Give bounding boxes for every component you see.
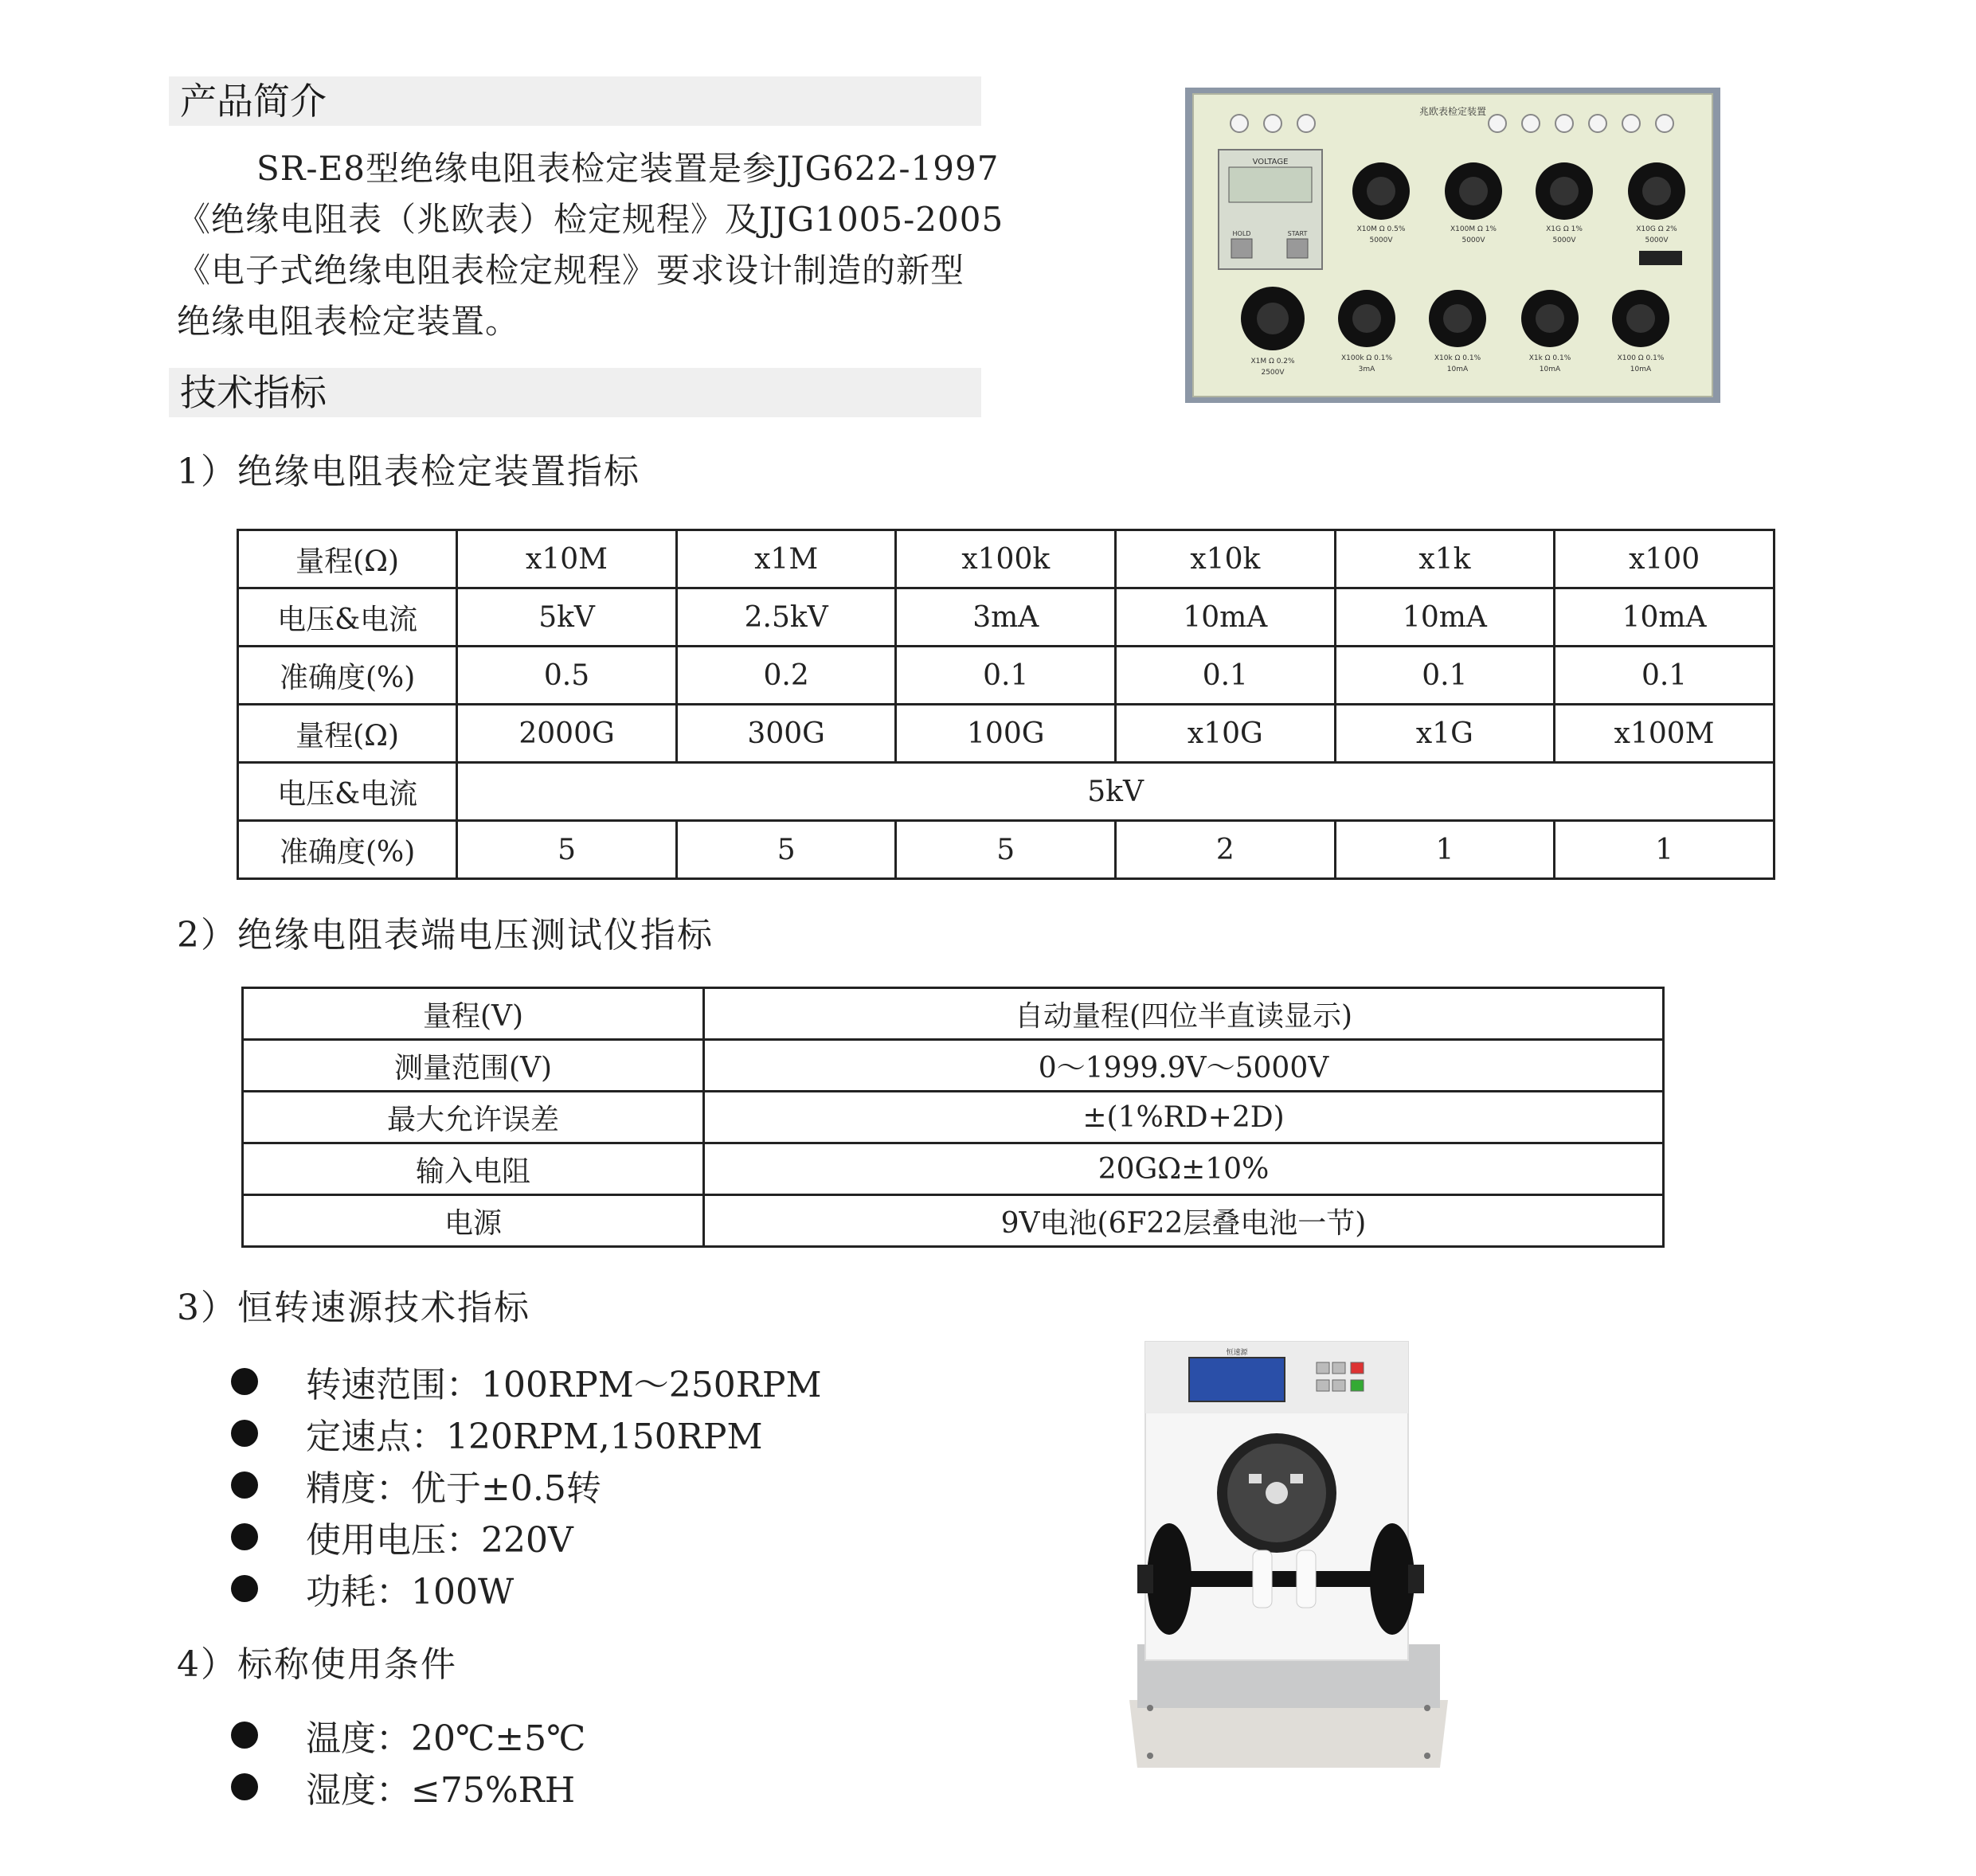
table-cell: 2000G bbox=[457, 705, 677, 763]
knob-label: X10M Ω 0.5% bbox=[1356, 225, 1406, 233]
table-cell: x10M bbox=[457, 530, 677, 588]
table-cell: 量程(Ω) bbox=[238, 530, 457, 588]
bullet-icon bbox=[231, 1471, 258, 1499]
table-cell: 电源 bbox=[243, 1195, 704, 1247]
table-cell: x100M bbox=[1555, 705, 1774, 763]
table-cell: 0.1 bbox=[896, 647, 1116, 705]
table-cell: x1M bbox=[676, 530, 896, 588]
knob-label: X100k Ω 0.1% bbox=[1340, 354, 1393, 362]
spec-list-4 bbox=[231, 1709, 585, 1812]
table-cell: x1k bbox=[1335, 530, 1555, 588]
table-row bbox=[238, 705, 1774, 763]
section-4-title: 4）标称使用条件 bbox=[177, 1644, 457, 1685]
table-cell: 5 bbox=[457, 821, 677, 879]
table-cell: 电压&电流 bbox=[238, 588, 457, 647]
knob-label: X100M Ω 1% bbox=[1450, 225, 1497, 233]
list-item: 使用电压：220V bbox=[231, 1511, 822, 1562]
list-item: 温度：20℃±5℃ bbox=[231, 1709, 585, 1761]
list-item: 精度：优于±0.5转 bbox=[231, 1459, 822, 1511]
knob-label: X1M Ω 0.2% bbox=[1250, 358, 1295, 365]
table-cell: x1G bbox=[1335, 705, 1555, 763]
knob-voltage: 5000V bbox=[1645, 236, 1669, 244]
table-cell: 1 bbox=[1335, 821, 1555, 879]
bullet-icon bbox=[231, 1523, 258, 1550]
table-cell: 2.5kV bbox=[676, 588, 896, 647]
section-heading-tech: 技术指标 bbox=[169, 368, 981, 417]
knob-label: X10G Ω 2% bbox=[1636, 225, 1677, 233]
spec-table-1 bbox=[237, 529, 1775, 880]
key-start-label: START bbox=[1287, 230, 1308, 237]
table-cell: 5 bbox=[896, 821, 1116, 879]
table-cell: 3mA bbox=[896, 588, 1116, 647]
table-cell: 电压&电流 bbox=[238, 763, 457, 821]
section-1-title: 1）绝缘电阻表检定装置指标 bbox=[177, 451, 640, 492]
table-cell: 0.2 bbox=[676, 647, 896, 705]
table-cell: 0～1999.9V～5000V bbox=[704, 1040, 1664, 1092]
table-row bbox=[243, 1195, 1664, 1247]
rotor-panel-title: 恒速源 bbox=[1226, 1349, 1248, 1357]
table-cell-merged: 5kV bbox=[457, 763, 1774, 821]
table-cell: 量程(V) bbox=[243, 988, 704, 1040]
knob-label: X1k Ω 0.1% bbox=[1528, 354, 1571, 362]
constant-speed-source-photo bbox=[1121, 1334, 1456, 1772]
table-cell: 测量范围(V) bbox=[243, 1040, 704, 1092]
bullet-icon bbox=[231, 1722, 258, 1749]
list-item: 功耗：100W bbox=[231, 1562, 822, 1614]
table-cell: 9V电池(6F22层叠电池一节) bbox=[704, 1195, 1664, 1247]
table-cell: 量程(Ω) bbox=[238, 705, 457, 763]
panel-title: 兆欧表检定装置 bbox=[1418, 106, 1487, 117]
list-item: 定速点：120RPM,150RPM bbox=[231, 1407, 822, 1459]
table-row bbox=[243, 1143, 1664, 1195]
list-item: 湿度：≤75%RH bbox=[231, 1761, 585, 1812]
table-cell: 最大允许误差 bbox=[243, 1092, 704, 1143]
bullet-icon bbox=[231, 1773, 258, 1800]
table-row bbox=[243, 1040, 1664, 1092]
table-row bbox=[238, 530, 1774, 588]
table-cell: x10k bbox=[1116, 530, 1336, 588]
table-cell: 10mA bbox=[1335, 588, 1555, 647]
knob-rating: 10mA bbox=[1539, 365, 1561, 373]
knob-label: X10k Ω 0.1% bbox=[1434, 354, 1481, 362]
key-hold-label: HOLD bbox=[1232, 230, 1251, 237]
table-cell: 10mA bbox=[1555, 588, 1774, 647]
table-row bbox=[238, 821, 1774, 879]
table-cell: x100 bbox=[1555, 530, 1774, 588]
table-cell: 准确度(%) bbox=[238, 821, 457, 879]
table-row bbox=[243, 988, 1664, 1040]
table-cell: 0.1 bbox=[1555, 647, 1774, 705]
table-cell: 输入电阻 bbox=[243, 1143, 704, 1195]
table-row bbox=[238, 588, 1774, 647]
intro-line: 《绝缘电阻表（兆欧表）检定规程》及JJG1005-2005 bbox=[177, 200, 1004, 239]
table-row bbox=[243, 1092, 1664, 1143]
bullet-icon bbox=[231, 1420, 258, 1447]
table-cell: 0.5 bbox=[457, 647, 677, 705]
spec-table-2 bbox=[241, 987, 1665, 1248]
spec-list-3 bbox=[231, 1355, 822, 1614]
table-cell: x10G bbox=[1116, 705, 1336, 763]
knob-rating: 2500V bbox=[1261, 369, 1285, 377]
table-cell: 0.1 bbox=[1116, 647, 1336, 705]
knob-voltage: 5000V bbox=[1552, 236, 1576, 244]
table-cell: 20GΩ±10% bbox=[704, 1143, 1664, 1195]
calibration-device-photo bbox=[1185, 88, 1720, 403]
table-cell: 自动量程(四位半直读显示) bbox=[704, 988, 1664, 1040]
table-cell: 5kV bbox=[457, 588, 677, 647]
section-3-title: 3）恒转速源技术指标 bbox=[177, 1288, 530, 1328]
table-cell: 300G bbox=[676, 705, 896, 763]
knob-voltage: 5000V bbox=[1461, 236, 1485, 244]
knob-label: X1G Ω 1% bbox=[1546, 225, 1583, 233]
table-cell: 100G bbox=[896, 705, 1116, 763]
knob-rating: 10mA bbox=[1630, 365, 1652, 373]
table-row bbox=[238, 763, 1774, 821]
table-cell: 2 bbox=[1116, 821, 1336, 879]
knob-voltage: 5000V bbox=[1369, 236, 1393, 244]
table-cell: ±(1%RD+2D) bbox=[704, 1092, 1664, 1143]
bullet-icon bbox=[231, 1368, 258, 1395]
knob-rating: 10mA bbox=[1446, 365, 1469, 373]
table-row bbox=[238, 647, 1774, 705]
section-heading-intro: 产品简介 bbox=[169, 76, 981, 126]
table-cell: 准确度(%) bbox=[238, 647, 457, 705]
intro-line: 《电子式绝缘电阻表检定规程》要求设计制造的新型 bbox=[177, 251, 965, 290]
intro-line: 绝缘电阻表检定装置。 bbox=[177, 302, 520, 341]
knob-label: X100 Ω 0.1% bbox=[1617, 354, 1665, 362]
table-cell: 1 bbox=[1555, 821, 1774, 879]
knob-rating: 3mA bbox=[1358, 365, 1375, 373]
display-label: VOLTAGE bbox=[1252, 158, 1289, 166]
bullet-icon bbox=[231, 1575, 258, 1602]
table-cell: 5 bbox=[676, 821, 896, 879]
list-item: 转速范围：100RPM～250RPM bbox=[231, 1355, 822, 1407]
intro-paragraph bbox=[177, 143, 1029, 347]
intro-line: SR-E8型绝缘电阻表检定装置是参JJG622-1997 bbox=[256, 149, 1000, 188]
table-cell: 10mA bbox=[1116, 588, 1336, 647]
table-cell: 0.1 bbox=[1335, 647, 1555, 705]
section-2-title: 2）绝缘电阻表端电压测试仪指标 bbox=[177, 915, 714, 956]
table-cell: x100k bbox=[896, 530, 1116, 588]
